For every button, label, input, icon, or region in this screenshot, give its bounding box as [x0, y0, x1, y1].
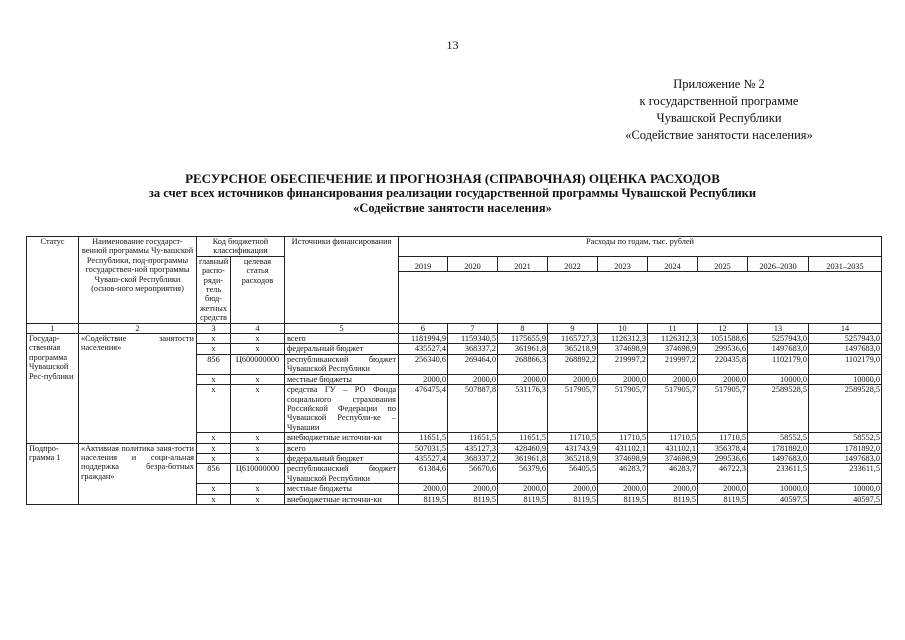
header-status: Статус — [27, 237, 79, 324]
row-amount: 219997,2 — [648, 354, 698, 374]
header-expenses: Расходы по годам, тыс. рублей — [399, 237, 882, 257]
row-amount: 2000,0 — [548, 374, 598, 384]
row-amount: 8119,5 — [698, 494, 748, 504]
header-year: 2019 — [399, 256, 448, 271]
column-number: 7 — [448, 323, 498, 333]
row-amount: 2000,0 — [498, 484, 548, 494]
row-main-manager: x — [197, 344, 231, 354]
row-amount: 5257943,0 — [809, 334, 882, 344]
row-amount: 2000,0 — [399, 484, 448, 494]
row-main-manager: x — [197, 443, 231, 453]
row-main-manager: 856 — [197, 354, 231, 374]
row-main-manager: 856 — [197, 464, 231, 484]
row-source: республиканский бюджет Чувашской Республики — [285, 464, 399, 484]
row-amount: 11710,5 — [548, 433, 598, 443]
row-amount: 58552,5 — [748, 433, 809, 443]
row-amount: 1126312,3 — [598, 334, 648, 344]
header-year: 2026–2030 — [748, 256, 809, 271]
row-amount: 46283,7 — [648, 464, 698, 484]
row-amount: 5257943,0 — [748, 334, 809, 344]
row-amount: 269464,0 — [448, 354, 498, 374]
row-amount: 431102,1 — [598, 443, 648, 453]
row-amount: 268866,3 — [498, 354, 548, 374]
row-amount: 61384,6 — [399, 464, 448, 484]
appendix-line: к государственной программе — [639, 94, 799, 108]
row-target-item: x — [231, 374, 285, 384]
column-number: 3 — [197, 323, 231, 333]
row-amount: 2000,0 — [598, 484, 648, 494]
row-target-item: x — [231, 334, 285, 344]
row-amount: 1102179,0 — [809, 354, 882, 374]
row-amount: 2589528,5 — [809, 385, 882, 433]
row-amount: 2000,0 — [598, 374, 648, 384]
column-number: 2 — [79, 323, 197, 333]
row-amount: 8119,5 — [598, 494, 648, 504]
row-amount: 517905,7 — [598, 385, 648, 433]
row-amount: 256340,6 — [399, 354, 448, 374]
appendix-note — [589, 76, 849, 144]
row-source: местные бюджеты — [285, 374, 399, 384]
header-year: 2031–2035 — [809, 256, 882, 271]
row-amount: 1497683,0 — [748, 453, 809, 463]
column-number: 4 — [231, 323, 285, 333]
row-amount: 1781892,0 — [809, 443, 882, 453]
row-source: федеральный бюджет — [285, 453, 399, 463]
row-amount: 8119,5 — [648, 494, 698, 504]
row-amount: 299536,6 — [698, 453, 748, 463]
row-status: Государ-ственная программа Чувашской Рес-публики — [27, 334, 79, 443]
row-amount: 56405,5 — [548, 464, 598, 484]
row-amount: 220435,8 — [698, 354, 748, 374]
row-source: внебюджетные источни-ки — [285, 433, 399, 443]
row-amount: 1126312,3 — [648, 334, 698, 344]
appendix-line: «Содействие занятости населения» — [625, 128, 813, 142]
row-amount: 46722,3 — [698, 464, 748, 484]
row-amount: 368337,2 — [448, 453, 498, 463]
row-main-manager: x — [197, 494, 231, 504]
page-number: 13 — [446, 38, 459, 52]
row-amount: 2000,0 — [399, 374, 448, 384]
row-amount: 8119,5 — [448, 494, 498, 504]
row-amount: 2589528,5 — [748, 385, 809, 433]
row-main-manager: x — [197, 334, 231, 344]
row-amount: 2000,0 — [698, 374, 748, 384]
row-amount: 8119,5 — [548, 494, 598, 504]
row-amount: 10000,0 — [748, 484, 809, 494]
row-target-item: x — [231, 344, 285, 354]
row-amount: 11651,5 — [399, 433, 448, 443]
row-amount: 374698,9 — [598, 453, 648, 463]
column-numbers-row — [27, 323, 882, 333]
row-amount: 8119,5 — [399, 494, 448, 504]
row-amount: 356378,4 — [698, 443, 748, 453]
row-amount: 374698,9 — [598, 344, 648, 354]
row-amount: 2000,0 — [448, 484, 498, 494]
header-target-item: целевая статья расходов — [231, 256, 285, 323]
row-amount: 268892,2 — [548, 354, 598, 374]
row-amount: 2000,0 — [698, 484, 748, 494]
table-row — [27, 334, 882, 344]
row-amount: 11710,5 — [648, 433, 698, 443]
row-target-item: x — [231, 484, 285, 494]
row-amount: 1102179,0 — [748, 354, 809, 374]
header-year: 2022 — [548, 256, 598, 271]
column-number: 10 — [598, 323, 648, 333]
row-amount: 1159340,5 — [448, 334, 498, 344]
row-amount: 1181994,9 — [399, 334, 448, 344]
header-year: 2020 — [448, 256, 498, 271]
row-amount: 2000,0 — [648, 484, 698, 494]
row-source: республиканский бюджет Чувашской Республики — [285, 354, 399, 374]
row-source: местные бюджеты — [285, 484, 399, 494]
row-amount: 476475,4 — [399, 385, 448, 433]
row-amount: 365218,9 — [548, 453, 598, 463]
row-amount: 368337,2 — [448, 344, 498, 354]
header-code: Код бюджетной классификации — [197, 237, 285, 257]
title-line: «Содействие занятости населения» — [353, 201, 552, 215]
row-main-manager: x — [197, 433, 231, 443]
table-body — [27, 323, 882, 504]
row-amount: 507031,5 — [399, 443, 448, 453]
row-target-item: Ц610000000 — [231, 464, 285, 484]
resources-table — [26, 236, 882, 505]
row-amount: 2000,0 — [498, 374, 548, 384]
row-amount: 2000,0 — [448, 374, 498, 384]
row-amount: 233611,5 — [748, 464, 809, 484]
row-amount: 531176,3 — [498, 385, 548, 433]
row-target-item: x — [231, 385, 285, 433]
column-number: 13 — [748, 323, 809, 333]
row-amount: 428460,9 — [498, 443, 548, 453]
row-amount: 431102,1 — [648, 443, 698, 453]
column-number: 8 — [498, 323, 548, 333]
row-status: Подпро-грамма 1 — [27, 443, 79, 504]
row-amount: 10000,0 — [809, 484, 882, 494]
row-amount: 2000,0 — [548, 484, 598, 494]
row-program-name: «Активная политика заня-тости населения и соци-альная поддержка безра-ботных граждан» — [79, 443, 197, 504]
row-amount: 517905,7 — [698, 385, 748, 433]
row-amount: 435527,4 — [399, 453, 448, 463]
row-target-item: x — [231, 443, 285, 453]
row-amount: 1497683,0 — [748, 344, 809, 354]
column-number: 5 — [285, 323, 399, 333]
row-amount: 58552,5 — [809, 433, 882, 443]
row-amount: 1051588,6 — [698, 334, 748, 344]
row-amount: 374698,9 — [648, 344, 698, 354]
row-amount: 299536,6 — [698, 344, 748, 354]
row-amount: 219997,2 — [598, 354, 648, 374]
row-main-manager: x — [197, 484, 231, 494]
row-amount: 56379,6 — [498, 464, 548, 484]
row-amount: 1497683,0 — [809, 453, 882, 463]
row-amount: 507887,8 — [448, 385, 498, 433]
row-amount: 365218,9 — [548, 344, 598, 354]
header-year: 2024 — [648, 256, 698, 271]
header-year: 2025 — [698, 256, 748, 271]
title-line: РЕСУРСНОЕ ОБЕСПЕЧЕНИЕ И ПРОГНОЗНАЯ (СПРАВОЧНАЯ) ОЦЕНКА РАСХОДОВ — [185, 171, 720, 186]
row-amount: 361961,8 — [498, 453, 548, 463]
row-amount: 374698,9 — [648, 453, 698, 463]
title-line: за счет всех источников финансирования реализации государственной программы Чувашской Республики — [148, 186, 757, 200]
row-amount: 40597,5 — [748, 494, 809, 504]
row-amount: 10000,0 — [748, 374, 809, 384]
header-spacer — [399, 272, 882, 323]
row-main-manager: x — [197, 453, 231, 463]
header-year: 2021 — [498, 256, 548, 271]
row-amount: 1781892,0 — [748, 443, 809, 453]
table-row — [27, 443, 882, 453]
row-main-manager: x — [197, 374, 231, 384]
row-amount: 431743,9 — [548, 443, 598, 453]
row-amount: 2000,0 — [648, 374, 698, 384]
row-source: внебюджетные источни-ки — [285, 494, 399, 504]
row-amount: 11710,5 — [698, 433, 748, 443]
row-amount: 517905,7 — [648, 385, 698, 433]
header-year: 2023 — [598, 256, 648, 271]
row-target-item: x — [231, 494, 285, 504]
appendix-line: Чувашской Республики — [656, 111, 782, 125]
header-sources: Источники финансирования — [285, 237, 399, 324]
row-source: федеральный бюджет — [285, 344, 399, 354]
row-source: всего — [285, 443, 399, 453]
row-amount: 11651,5 — [498, 433, 548, 443]
row-amount: 435127,3 — [448, 443, 498, 453]
row-amount: 1497683,0 — [809, 344, 882, 354]
column-number: 1 — [27, 323, 79, 333]
row-amount: 435527,4 — [399, 344, 448, 354]
row-source: средства ГУ – РО Фонда социального страхования Российской Федерации по Чувашской Республи-ке – Чувашии — [285, 385, 399, 433]
column-number: 11 — [648, 323, 698, 333]
row-amount: 1165727,3 — [548, 334, 598, 344]
row-target-item: x — [231, 453, 285, 463]
header-name: Наименование государст-венной программы Чу-вашской Республики, под-программы государствен-ной программы Чуваш-ской Республики (основ-ного мероприятия) — [79, 237, 197, 324]
row-amount: 8119,5 — [498, 494, 548, 504]
row-program-name: «Содействие занятости населения» — [79, 334, 197, 443]
row-amount: 11710,5 — [598, 433, 648, 443]
row-target-item: x — [231, 433, 285, 443]
column-number: 6 — [399, 323, 448, 333]
column-number: 14 — [809, 323, 882, 333]
row-amount: 233611,5 — [809, 464, 882, 484]
row-amount: 517905,7 — [548, 385, 598, 433]
row-amount: 40597,5 — [809, 494, 882, 504]
column-number: 12 — [698, 323, 748, 333]
row-source: всего — [285, 334, 399, 344]
row-amount: 10000,0 — [809, 374, 882, 384]
row-main-manager: x — [197, 385, 231, 433]
row-amount: 46283,7 — [598, 464, 648, 484]
row-target-item: Ц600000000 — [231, 354, 285, 374]
header-main-manager: главный распо-ряди-тель бюд-жетных средств — [197, 256, 231, 323]
row-amount: 1175655,9 — [498, 334, 548, 344]
row-amount: 361961,8 — [498, 344, 548, 354]
appendix-line: Приложение № 2 — [673, 77, 765, 91]
document-title — [0, 171, 905, 216]
row-amount: 11651,5 — [448, 433, 498, 443]
row-amount: 56670,6 — [448, 464, 498, 484]
column-number: 9 — [548, 323, 598, 333]
